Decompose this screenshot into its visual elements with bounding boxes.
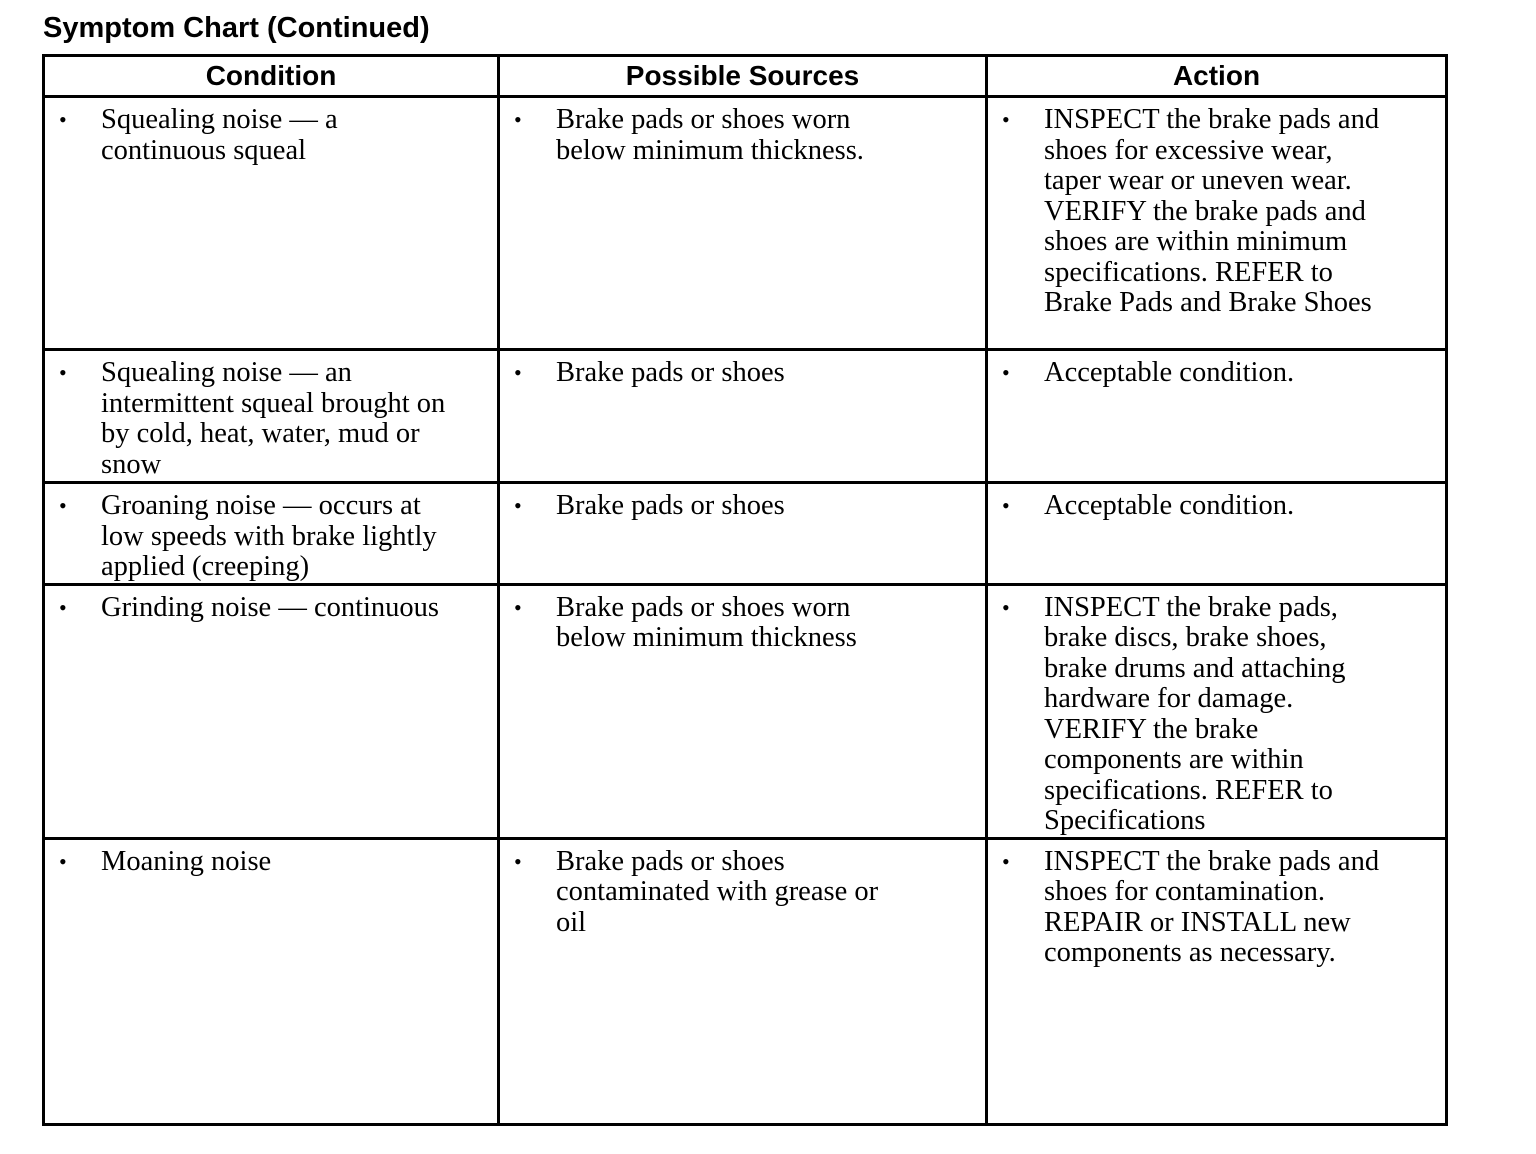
bullet-marker: • [59, 594, 67, 620]
sources-cell [499, 584, 987, 838]
action-text: Acceptable condition. [1044, 490, 1295, 521]
bullet-marker: • [59, 360, 67, 385]
chart-title: Symptom Chart (Continued) [43, 12, 430, 44]
bullet-marker: • [59, 493, 67, 518]
sources-text: Brake pads or shoes [556, 357, 785, 388]
condition-text: Groaning noise — occurs at low speeds with brake lightly applied (creeping) [101, 490, 437, 582]
condition-text: Squealing noise — an intermittent squeal brought on by cold, heat, water, mud or snow [101, 357, 446, 480]
condition-cell [44, 97, 499, 350]
bullet-marker: • [514, 107, 522, 132]
action-text: INSPECT the brake pads and shoes for excessive wear, taper wear or uneven wear. VERIFY the brake pads and shoes are within minimum specifications. REFER to Brake Pads and Brake Shoes [1044, 104, 1380, 318]
condition-cell [44, 483, 499, 585]
table-row [44, 838, 1447, 1124]
table-row [44, 483, 1447, 585]
condition-cell [44, 838, 499, 1124]
table-row [44, 584, 1447, 838]
bullet-marker: • [514, 360, 522, 385]
symptom-table [42, 54, 1448, 1126]
sources-text: Brake pads or shoes worn below minimum thickness. [556, 104, 864, 166]
bullet-marker: • [1002, 493, 1010, 518]
table-header-row [44, 56, 1447, 97]
sources-cell [499, 97, 987, 350]
action-text: INSPECT the brake pads, brake discs, brake shoes, brake drums and attaching hardware for damage. VERIFY the brake components are within specifications. REFER to Specifications [1044, 591, 1346, 836]
table-row [44, 350, 1447, 483]
condition-text: Grinding noise — continuous [101, 591, 440, 623]
action-cell [987, 350, 1447, 483]
bullet-marker: • [1002, 107, 1010, 132]
sources-cell [499, 350, 987, 483]
action-cell [987, 97, 1447, 350]
bullet-marker: • [59, 848, 67, 874]
condition-text: Moaning noise [101, 845, 272, 877]
action-cell [987, 584, 1447, 838]
action-cell [987, 483, 1447, 585]
bullet-marker: • [1002, 594, 1010, 620]
bullet-marker: • [59, 107, 67, 132]
header-possible-sources: Possible Sources [499, 56, 987, 97]
bullet-marker: • [1002, 848, 1010, 874]
action-text: Acceptable condition. [1044, 357, 1295, 388]
action-text: INSPECT the brake pads and shoes for contamination. REPAIR or INSTALL new components as necessary. [1044, 845, 1380, 968]
sources-text: Brake pads or shoes contaminated with grease or oil [556, 845, 879, 938]
header-action: Action [987, 56, 1447, 97]
condition-cell [44, 584, 499, 838]
sources-cell [499, 838, 987, 1124]
bullet-marker: • [514, 594, 522, 620]
bullet-marker: • [514, 493, 522, 518]
bullet-marker: • [1002, 360, 1010, 385]
sources-text: Brake pads or shoes worn below minimum thickness [556, 591, 857, 653]
sources-cell [499, 483, 987, 585]
table-row [44, 97, 1447, 350]
bullet-marker: • [514, 848, 522, 874]
action-cell [987, 838, 1447, 1124]
condition-text: Squealing noise — a continuous squeal [101, 104, 338, 166]
sources-text: Brake pads or shoes [556, 490, 785, 521]
header-condition: Condition [44, 56, 499, 97]
condition-cell [44, 350, 499, 483]
